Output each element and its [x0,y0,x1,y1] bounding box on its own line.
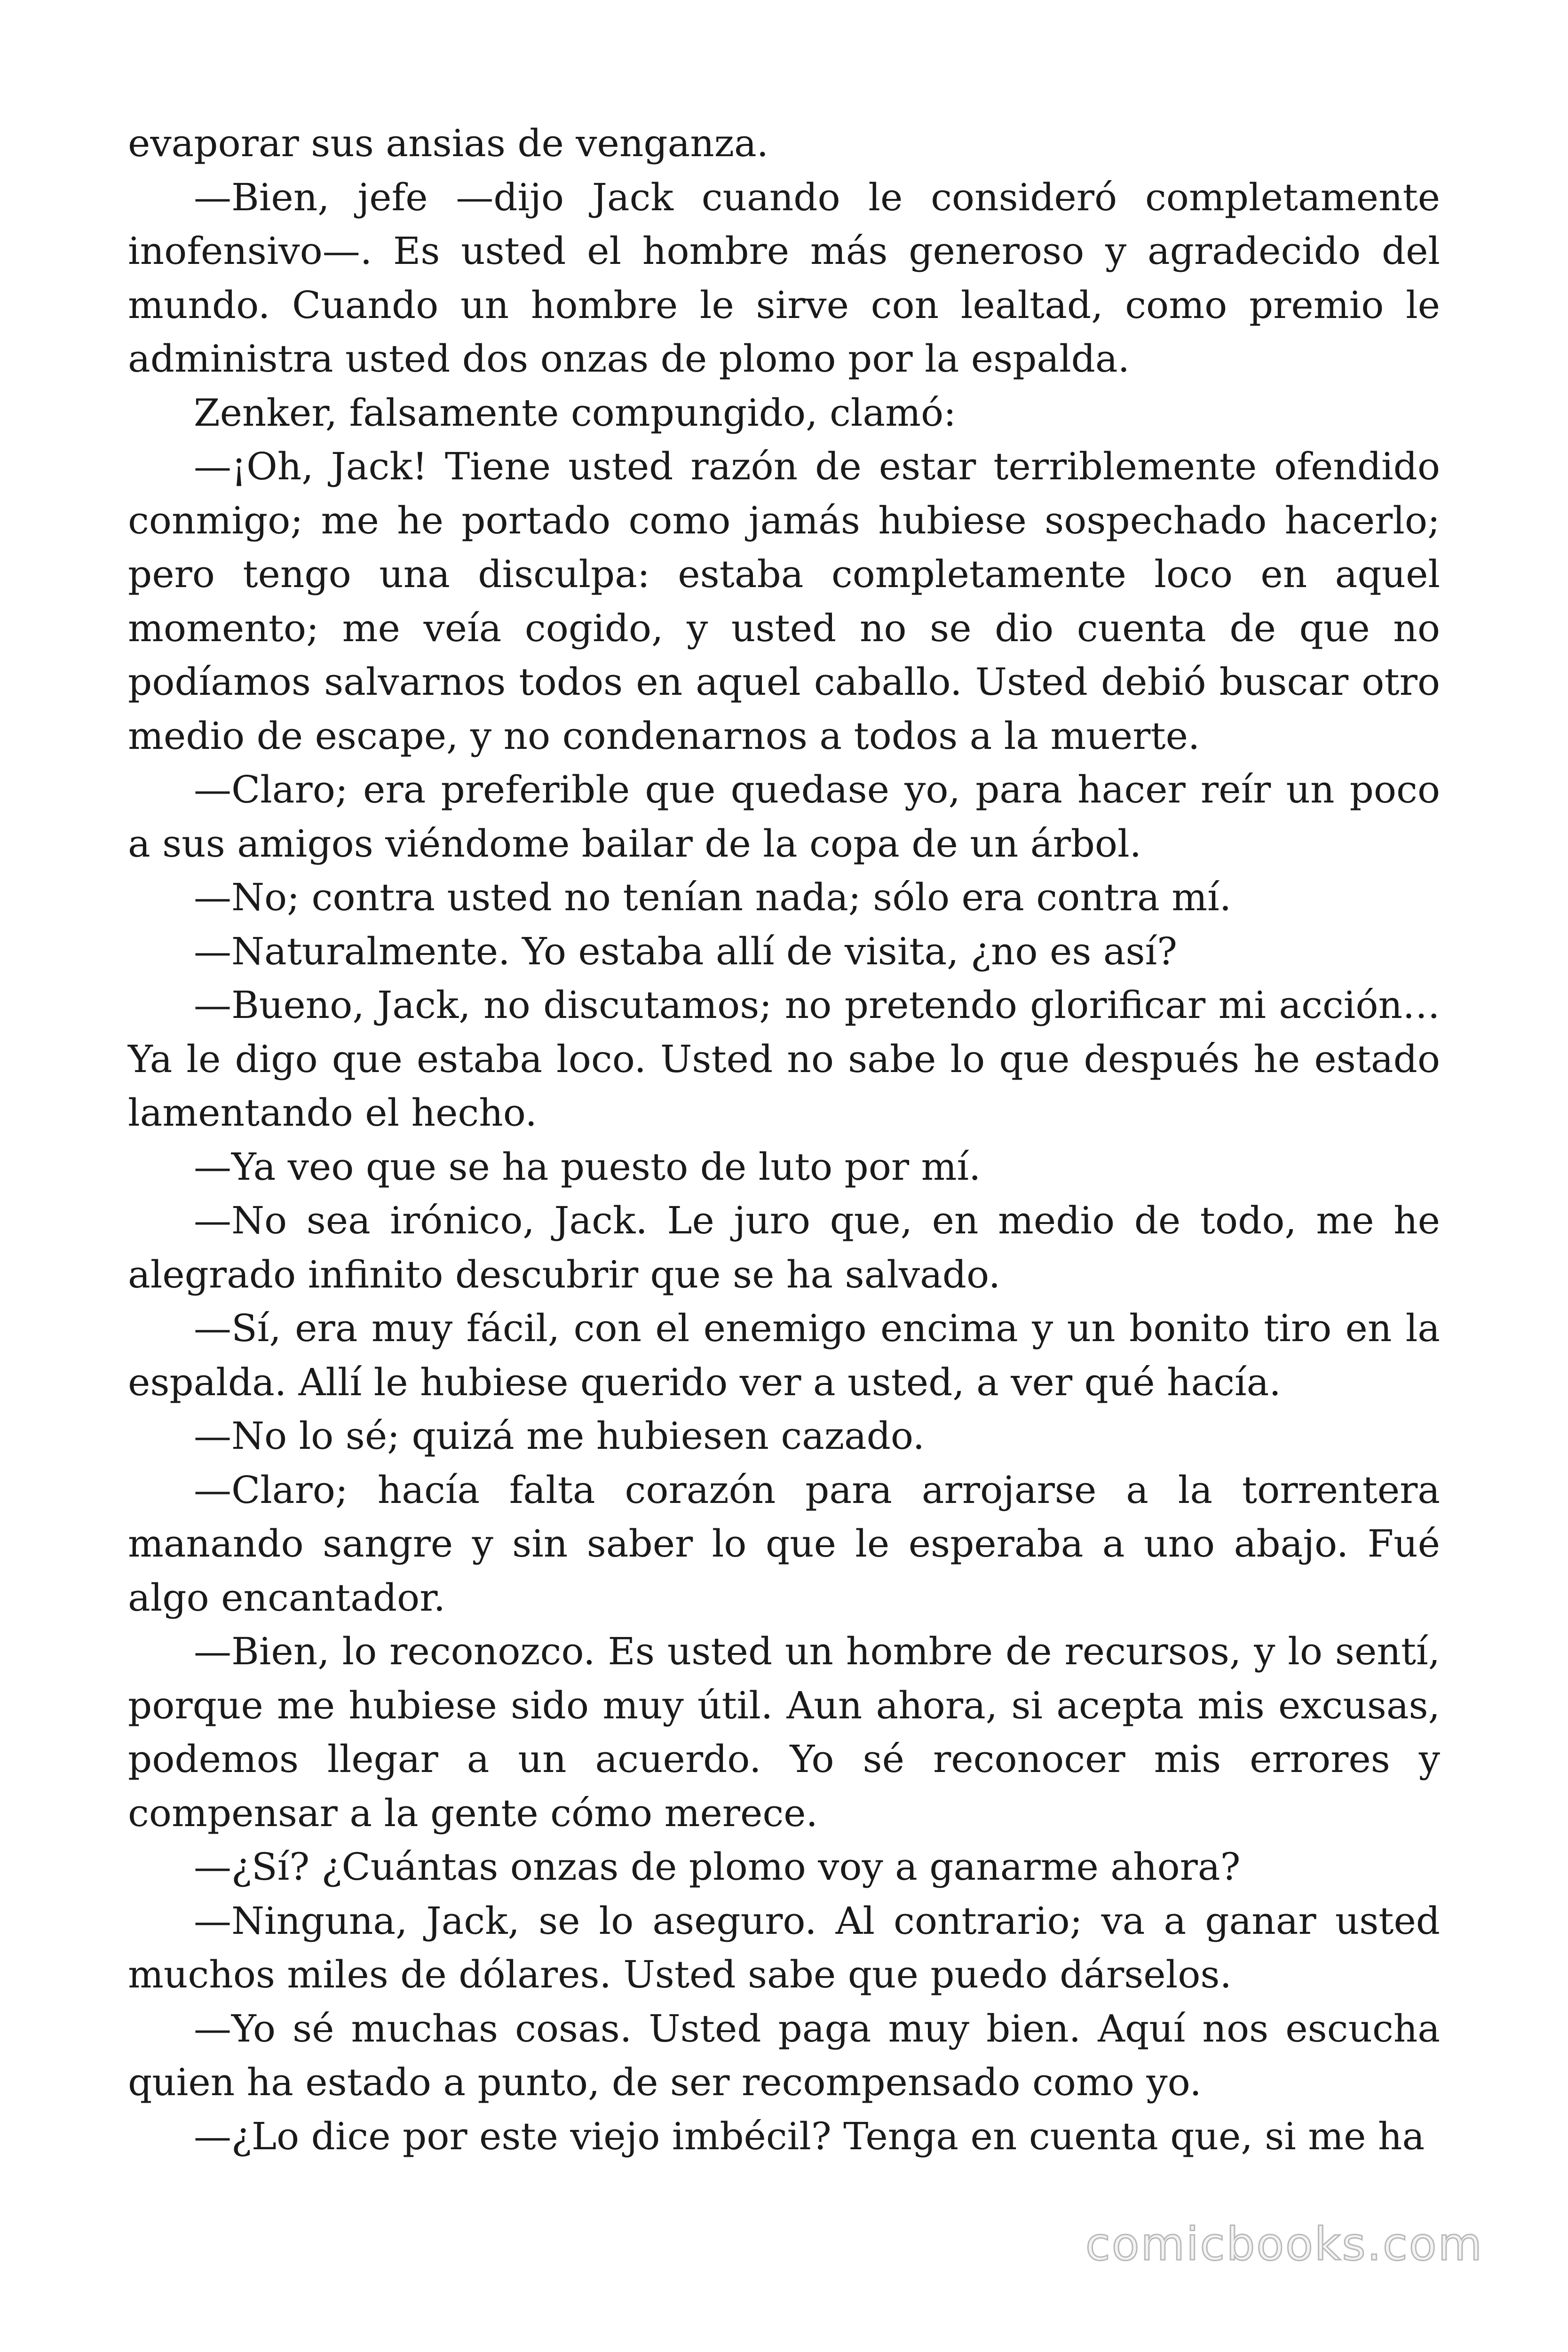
paragraph: evaporar sus ansias de venganza. [128,121,769,165]
paragraph: —No; contra usted no tenían nada; sólo era contra mí. [194,875,1232,919]
paragraph: —Bueno, Jack, no discutamos; no pretendo glorificar mi acción… Ya le digo que estaba loco. Usted no sabe lo que después he estado lamentando el hecho. [128,983,1440,1135]
watermark: comicbooks.com [1085,2218,1483,2271]
paragraph: —No lo sé; quizá me hubiesen cazado. [194,1414,925,1458]
paragraph: —Yo sé muchas cosas. Usted paga muy bien. Aquí nos escucha quien ha estado a punto, de ser recompensado como yo. [128,2006,1440,2104]
paragraph: —Naturalmente. Yo estaba allí de visita, ¿no es así? [194,929,1178,973]
paragraph: —Bien, jefe —dijo Jack cuando le consideró completamente inofensivo—. Es usted el hombre más generoso y agradecido del mundo. Cuando un hombre le sirve con lealtad, como premio le administra usted dos onzas de plomo por la espalda. [128,175,1440,381]
paragraph: Zenker, falsamente compungido, clamó: [194,390,957,435]
paragraph: —Ninguna, Jack, se lo aseguro. Al contrario; va a ganar usted muchos miles de dólares. Usted sabe que puedo dárselos. [128,1899,1440,1996]
paragraph: —Claro; era preferible que quedase yo, para hacer reír un poco a sus amigos viéndome bailar de la copa de un árbol. [128,768,1440,866]
paragraph: —Sí, era muy fácil, con el enemigo encima y un bonito tiro en la espalda. Allí le hubiese querido ver a usted, a ver qué hacía. [128,1306,1440,1404]
body-text [128,117,1440,2163]
paragraph: —Claro; hacía falta corazón para arrojarse a la torrentera manando sangre y sin saber lo que le esperaba a uno abajo. Fué algo encantador. [128,1468,1440,1620]
paragraph: —No sea irónico, Jack. Le juro que, en medio de todo, me he alegrado infinito descubrir que se ha salvado. [128,1199,1440,1296]
paragraph: —¿Sí? ¿Cuántas onzas de plomo voy a ganarme ahora? [194,1845,1241,1889]
paragraph: —Bien, lo reconozco. Es usted un hombre de recursos, y lo sentí, porque me hubiese sido muy útil. Aun ahora, si acepta mis excusas, podemos llegar a un acuerdo. Yo sé reconocer mis errores y compensar a la gente cómo merece. [128,1629,1440,1835]
paragraph: —¡Oh, Jack! Tiene usted razón de estar terriblemente ofendido conmigo; me he portado como jamás hubiese sospechado hacerlo; pero tengo una disculpa: estaba completamente loco en aquel momento; me veía cogido, y usted no se dio cuenta de que no podíamos salvarnos todos en aquel caballo. Usted debió buscar otro medio de escape, y no condenarnos a todos a la muerte. [128,445,1440,758]
paragraph: —¿Lo dice por este viejo imbécil? Tenga en cuenta que, si me ha [194,2114,1425,2158]
paragraph: —Ya veo que se ha puesto de luto por mí. [194,1144,981,1189]
